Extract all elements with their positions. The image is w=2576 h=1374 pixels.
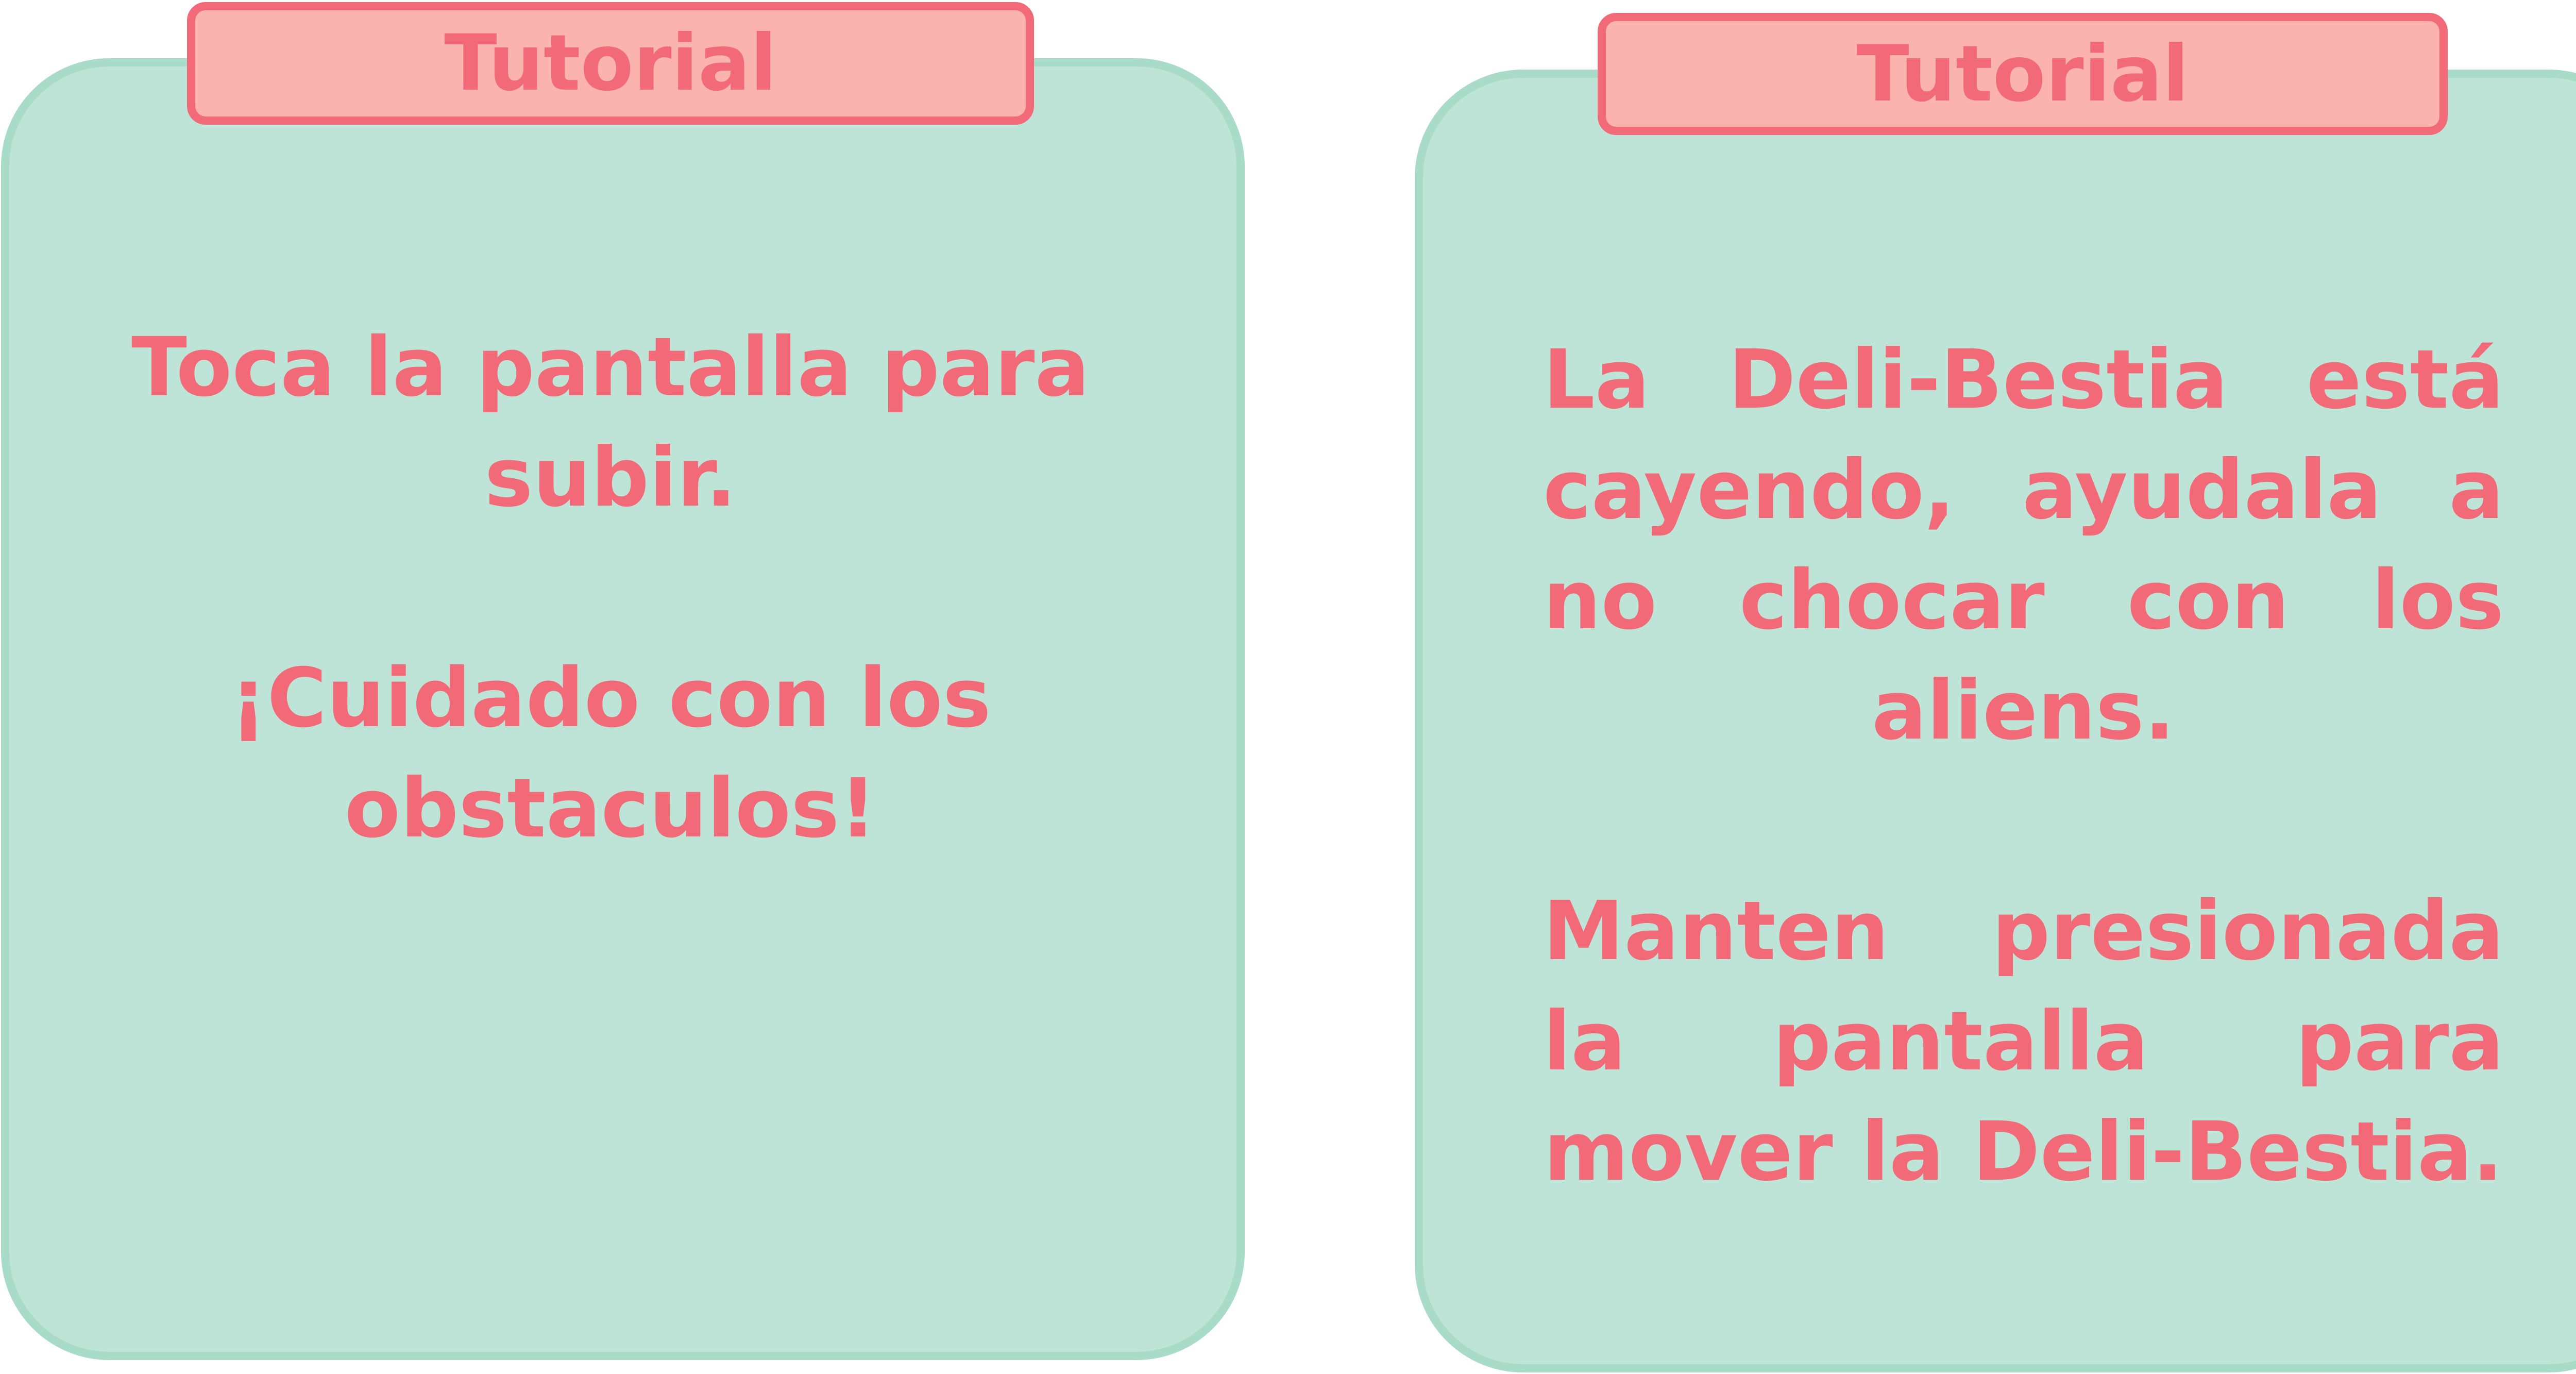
tutorial-instructions-left [131,312,1090,864]
instruction-avoid-aliens: La Deli-Bestia está cayendo, ayudala a no chocar con los aliens. [1543,332,2504,758]
instruction-tap-to-rise: Toca la pantalla para subir. [131,320,1090,525]
instruction-hold-to-move: Manten presionada la pantalla para mover la Deli-Bestia. [1543,884,2504,1199]
instruction-watch-obstacles: ¡Cuidado con los obstaculos! [230,651,991,856]
tutorial-title-tab-right: Tutorial [1598,13,2448,135]
tutorial-title-tab-left: Tutorial [187,2,1034,125]
tutorial-instructions-right [1543,325,2504,1207]
